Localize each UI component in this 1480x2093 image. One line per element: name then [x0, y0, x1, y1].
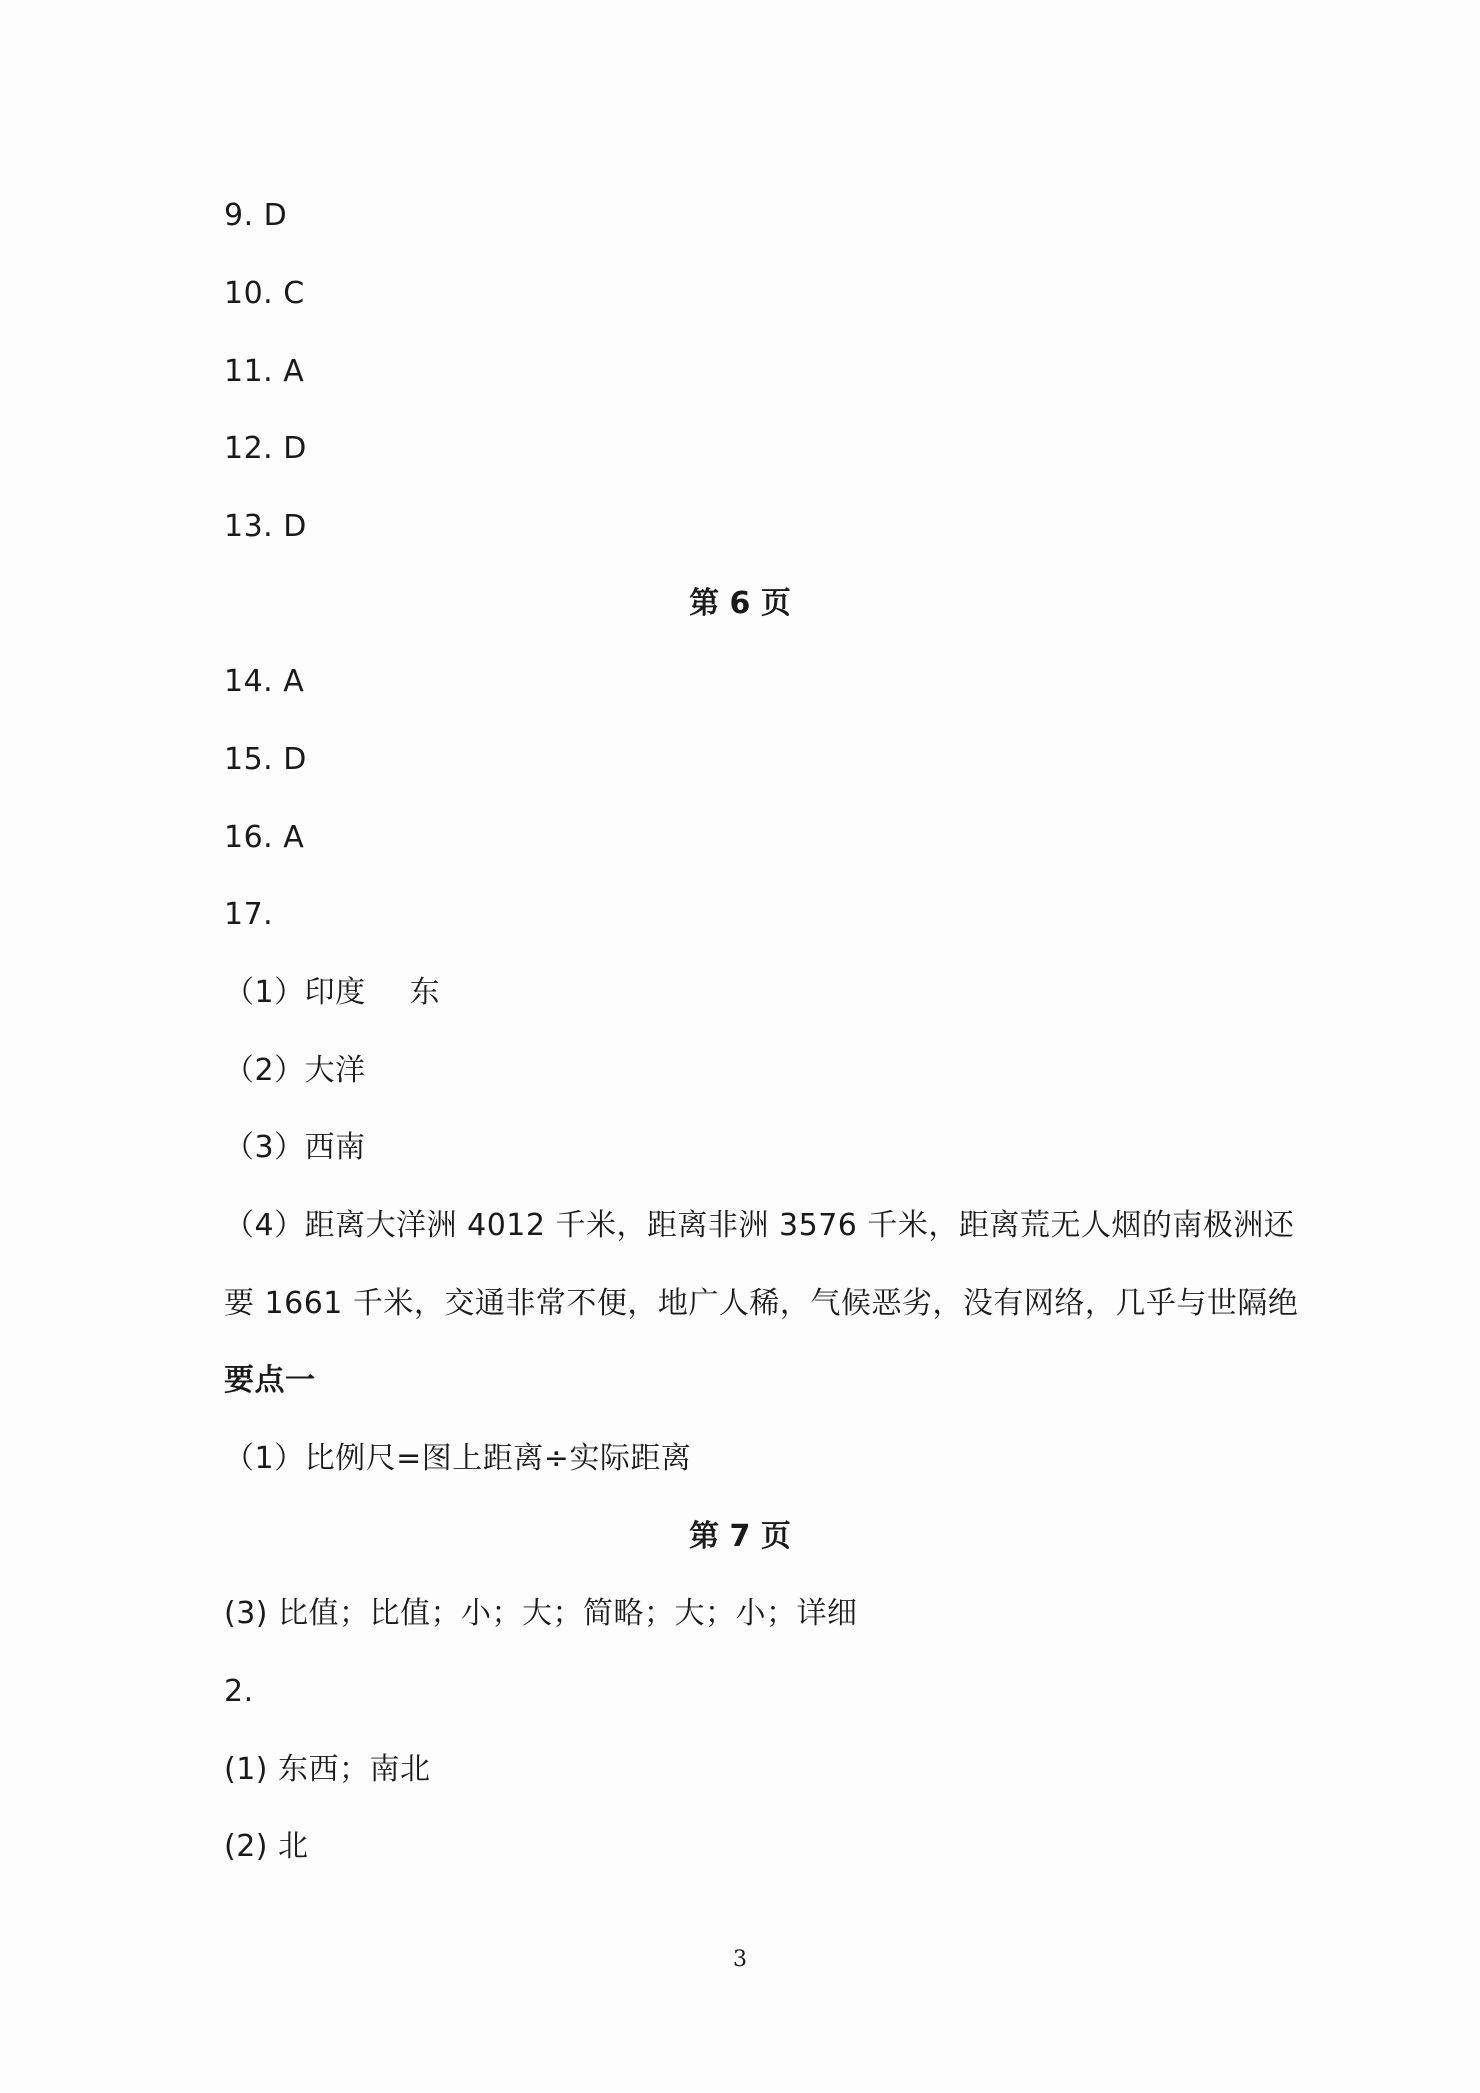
page-7-heading: 第 7 页: [689, 1519, 791, 1554]
page-6-heading: 第 6 页: [689, 586, 791, 621]
question-2-part-2: (2) 北: [224, 1829, 309, 1864]
answer-17-part-3: （3）西南: [224, 1130, 366, 1165]
answer-15: 15. D: [224, 742, 307, 777]
answer-16: 16. A: [224, 820, 305, 855]
key-point-heading: 要点一: [224, 1363, 316, 1398]
question-2: 2.: [224, 1674, 254, 1709]
answer-17-part-1-a: （1）印度: [224, 975, 366, 1010]
answer-17-part-4-line-2: 要 1661 千米，交通非常不便，地广人稀，气候恶劣，没有网络，几乎与世隔绝: [224, 1286, 1299, 1321]
answer-10: 10. C: [224, 276, 305, 311]
answer-11: 11. A: [224, 354, 305, 389]
answer-17-part-1: [224, 973, 440, 1013]
answer-14: 14. A: [224, 664, 305, 699]
page-number: 3: [733, 1947, 747, 1972]
answer-13: 13. D: [224, 509, 307, 544]
answer-17: 17.: [224, 897, 274, 932]
answer-17-part-2: （2）大洋: [224, 1053, 366, 1088]
question-2-part-1: (1) 东西；南北: [224, 1752, 431, 1787]
key-point-1: （1）比例尺=图上距离÷实际距离: [224, 1441, 692, 1476]
answer-9: 9. D: [224, 198, 288, 233]
answer-17-part-1-b: 东: [409, 975, 441, 1010]
answer-12: 12. D: [224, 431, 307, 466]
answer-17-part-4-line-1: （4）距离大洋洲 4012 千米，距离非洲 3576 千米，距离荒无人烟的南极洲还: [224, 1208, 1295, 1243]
key-point-3: (3) 比值；比值；小；大；简略；大；小；详细: [224, 1596, 858, 1631]
